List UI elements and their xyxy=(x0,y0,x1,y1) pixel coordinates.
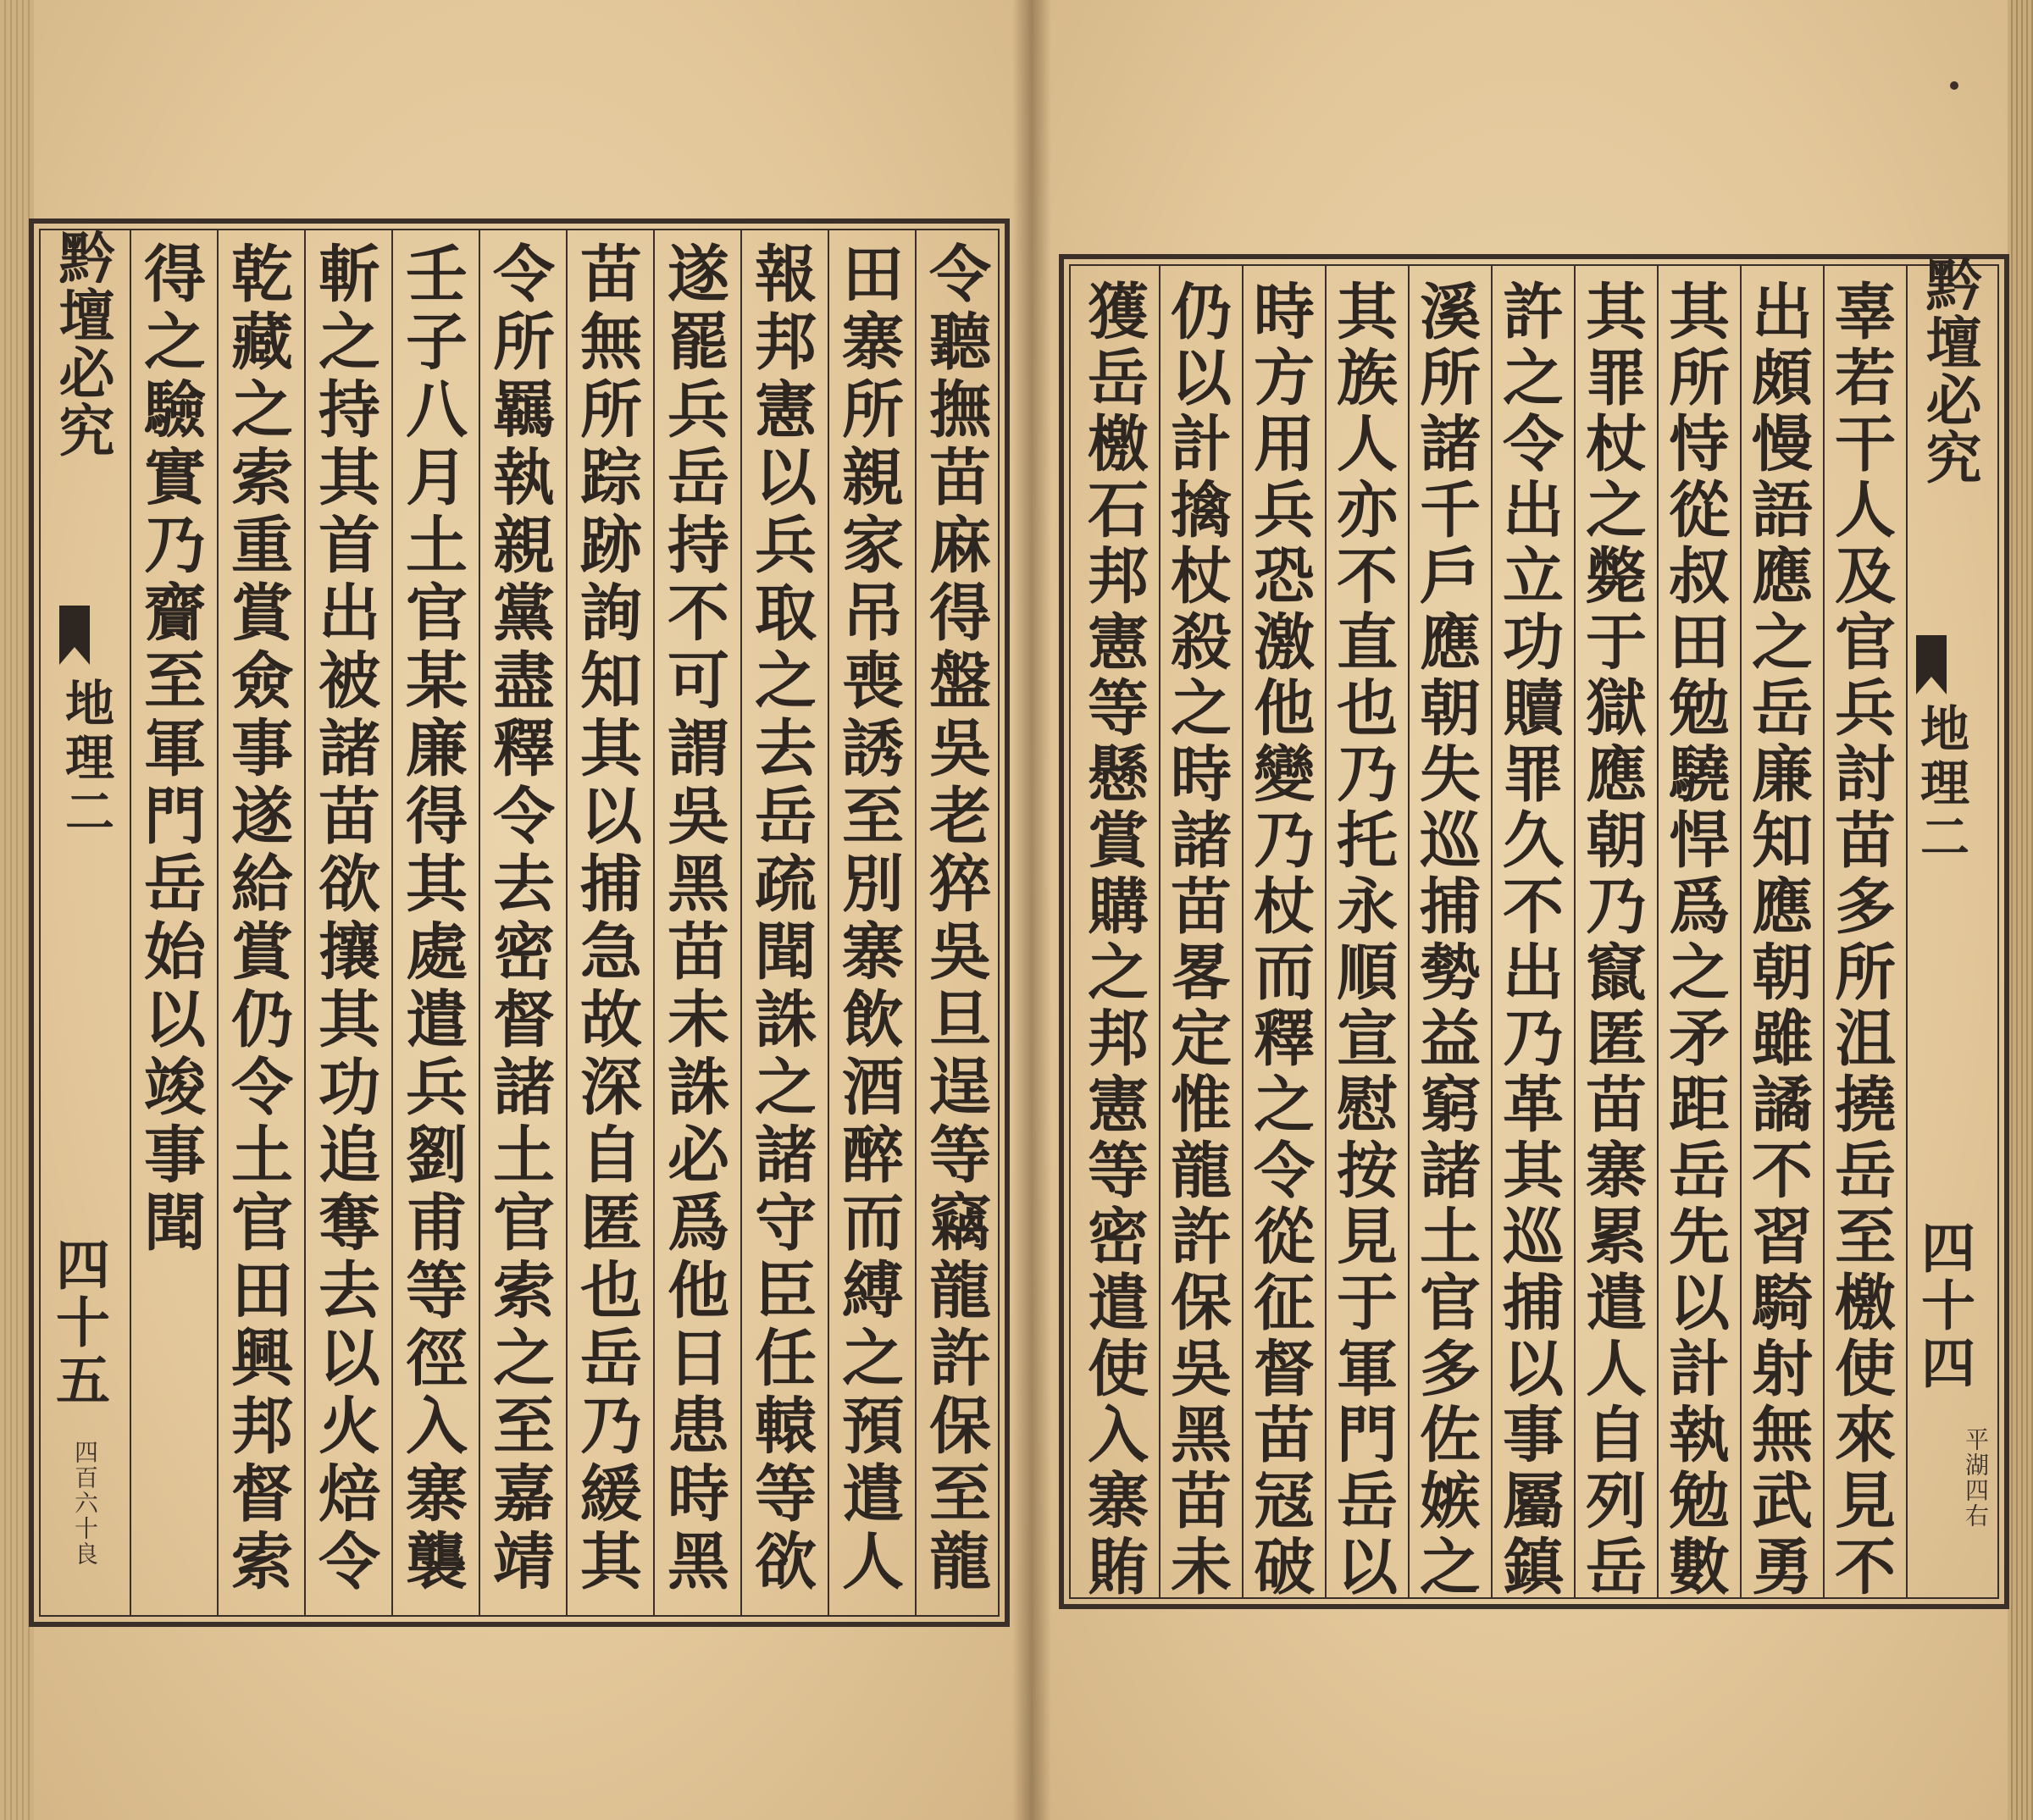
column-rule xyxy=(1823,264,1825,1599)
left-column-3: 報邦憲以兵取之去岳疏聞誅之諸守臣任轅等欲 xyxy=(744,241,817,1596)
right-margin-section: 地理二 xyxy=(1912,703,1969,866)
column-rule xyxy=(217,229,219,1617)
left-column-7: 壬子八月土官某廉得其處遣兵劉甫等徑入寨襲 xyxy=(395,241,468,1596)
column-rule xyxy=(479,229,480,1617)
left-margin-note: 四百六十良 xyxy=(71,1440,99,1567)
right-column-3: 其所恃從叔田勉驍悍爲之矛距岳先以計執勉數 xyxy=(1659,279,1731,1601)
left-column-2: 田寨所親家吊喪誘至別寨飲酒醉而縛之預遣人 xyxy=(831,241,904,1596)
page-edge-stack-right xyxy=(2008,0,2033,1820)
left-column-5: 苗無所踪跡詢知其以捕急故深自匿也岳乃緩其 xyxy=(569,241,642,1596)
right-column-8: 時方用兵恐激他變乃杖而釋之令從征督苗冦破 xyxy=(1244,279,1316,1601)
left-column-1: 令聽撫苗麻得盤吳老猝吳旦逞等竊龍許保至龍 xyxy=(918,241,991,1596)
column-rule xyxy=(566,229,568,1617)
column-rule xyxy=(1574,264,1576,1599)
column-rule xyxy=(304,229,306,1617)
column-rule xyxy=(1657,264,1659,1599)
right-column-9: 仍以計擒杖殺之時諸苗畧定惟龍許保吳黑苗未 xyxy=(1161,279,1233,1601)
column-rule xyxy=(1491,264,1493,1599)
column-rule xyxy=(653,229,655,1617)
right-column-4: 其罪杖之斃于獄應朝乃竄匿苗寨累遣人自列岳 xyxy=(1576,279,1648,1601)
column-rule xyxy=(130,229,131,1617)
right-column-6: 溪所諸千戶應朝失巡捕勢益窮諸土官多佐嫉之 xyxy=(1410,279,1482,1601)
right-margin-note: 平湖四右 xyxy=(1962,1427,1990,1529)
right-column-7: 其族人亦不直也乃托永順宣慰按見于軍門岳以 xyxy=(1327,279,1399,1601)
left-margin-title: 黔壇必究 xyxy=(49,229,115,459)
column-rule xyxy=(1242,264,1244,1599)
column-rule xyxy=(391,229,393,1617)
book-gutter xyxy=(1012,0,1051,1820)
right-column-2: 出頗慢語應之岳廉知應朝雖譎不習騎射無武勇 xyxy=(1742,279,1814,1601)
left-column-8: 斬之持其首出被諸苗欲攘其功追奪去以火焙令 xyxy=(307,241,380,1596)
right-margin-title: 黔壇必究 xyxy=(1916,256,1982,486)
column-rule xyxy=(915,229,917,1617)
column-rule xyxy=(828,229,829,1617)
left-column-9: 乾藏之索重賞僉事遂給賞仍令土官田興邦督索 xyxy=(220,241,293,1596)
right-folio-number: 四十四 xyxy=(1912,1220,1975,1392)
right-column-1: 辜若干人及官兵討苗多所沮撓岳至檄使來見不 xyxy=(1825,279,1897,1601)
column-rule xyxy=(1740,264,1742,1599)
column-rule xyxy=(740,229,742,1617)
column-rule xyxy=(1159,264,1161,1599)
left-column-4: 遂罷兵岳持不可謂吳黑苗未誅必爲他日患時黑 xyxy=(656,241,729,1596)
right-column-10: 獲岳檄石邦憲等懸賞購之邦憲等密遣使入寨賄 xyxy=(1077,279,1149,1601)
column-rule xyxy=(1408,264,1410,1599)
margin-rule xyxy=(1906,264,1908,1599)
left-folio-number: 四十五 xyxy=(47,1236,110,1409)
right-column-5: 許之令出立功贖罪久不出乃革其巡捕以事屬鎮 xyxy=(1493,279,1565,1601)
column-rule xyxy=(1325,264,1327,1599)
left-column-6: 令所羈執親黨盡釋令去密督諸土官索之至嘉靖 xyxy=(482,241,555,1596)
left-margin-section: 地理二 xyxy=(57,678,114,840)
ink-spot xyxy=(1950,81,1958,90)
left-column-10: 得之驗實乃齎至軍門岳始以竣事聞 xyxy=(133,241,206,1258)
